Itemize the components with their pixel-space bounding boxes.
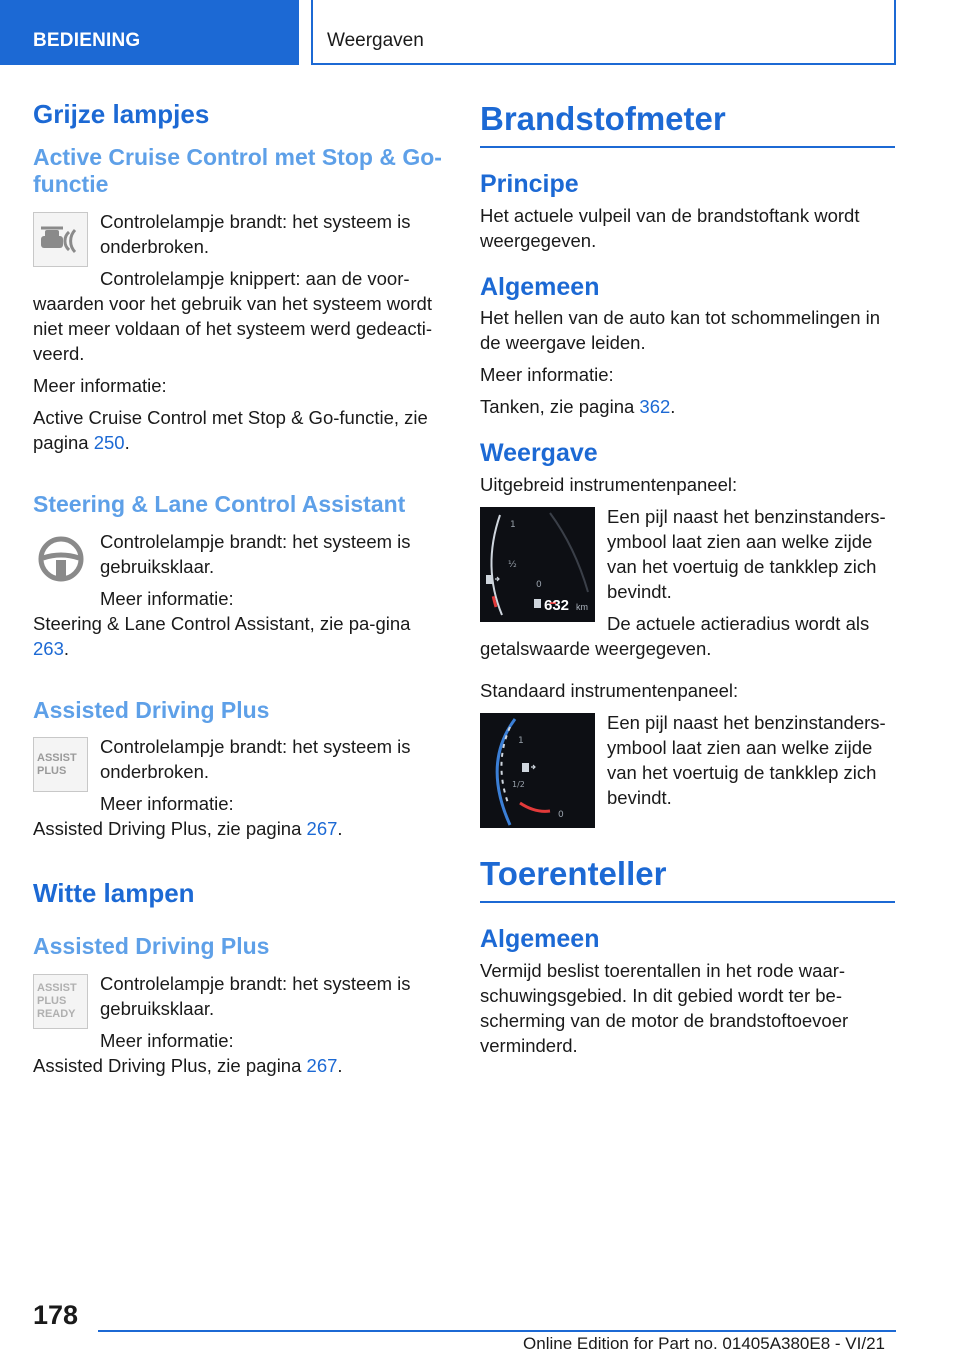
- svg-text:½: ½: [508, 560, 517, 571]
- acc-more-info: Meer informatie:: [33, 375, 167, 397]
- header-section-label: BEDIENING: [33, 30, 141, 51]
- range-unit: km: [576, 602, 588, 613]
- slca-page-link[interactable]: 263: [33, 637, 64, 659]
- acc-text-3: waarden voor het gebruik van het systeem wordt niet meer voldaan of het systeem werd gedeacti-veerd.: [33, 293, 432, 365]
- assist-plus-ready-icon-line-2: PLUS: [37, 994, 67, 1007]
- footer-divider: [98, 1330, 896, 1332]
- adp-indicator-block: [33, 734, 445, 816]
- acc-indicator-icon: [33, 212, 88, 267]
- svg-text:1: 1: [510, 520, 516, 531]
- fuel-more-info: Meer informatie:: [480, 364, 614, 386]
- acc-page-link[interactable]: 250: [93, 432, 125, 454]
- assist-plus-icon: [33, 737, 88, 792]
- left-column: [33, 100, 445, 1078]
- header-topic-label: Weergaven: [327, 30, 424, 51]
- white-lamps-heading: Witte lampen: [33, 878, 195, 909]
- slca-indicator-icon: [33, 532, 88, 587]
- fuel-page-link[interactable]: 362: [639, 396, 671, 418]
- slca-reference-text: Steering & Lane Control Assistant, zie pa-gina: [33, 612, 411, 634]
- standard-panel-label: Standaard instrumentenpaneel:: [480, 680, 739, 702]
- grey-lamps-heading: Grijze lampjes: [33, 99, 210, 129]
- adp2-indicator-block: [33, 971, 445, 1053]
- assist-plus-ready-icon: [33, 974, 88, 1029]
- fuel-reference-text: Tanken, zie pagina: [480, 396, 640, 418]
- standard-fuel-gauge-graphic: [480, 713, 595, 828]
- right-column: [480, 100, 895, 1058]
- steering-wheel-icon: [36, 534, 86, 584]
- acc-reference-text: Active Cruise Control met Stop & Go-functie, zie pagina: [33, 407, 428, 454]
- adp-text-1: Controlelampje brandt: het systeem is onderbroken.: [100, 736, 411, 783]
- slca-reference: Steering & Lane Control Assistant, zie pa-gina 263.: [33, 612, 411, 659]
- svg-text:0: 0: [558, 810, 564, 821]
- assist-plus-icon-line-1: ASSIST: [37, 751, 77, 764]
- fuel-reference: Tanken, zie pagina 362.: [480, 396, 676, 418]
- svg-text:1/2: 1/2: [512, 780, 525, 790]
- acc-reference: Active Cruise Control met Stop & Go-functie, zie pagina 250.: [33, 407, 428, 454]
- rpm-algemeen-text: Vermijd beslist toerentallen in het rode waar-schuwingsgebied. In dit gebied wordt ter be-scherming van de motor de brandstoftoevoer verminderd.: [480, 959, 849, 1056]
- adp2-text-1: Controlelampje brandt: het systeem is gebruiksklaar.: [100, 972, 411, 1019]
- adp2-reference: Assisted Driving Plus, zie pagina 267.: [33, 1054, 343, 1076]
- extended-panel-block: [480, 504, 895, 636]
- svg-text:1: 1: [518, 736, 524, 747]
- car-radar-icon: [39, 224, 83, 256]
- standard-panel-text-1: Een pijl naast het benzinstanders-ymbool laat zien aan welke zijde van het voertuig de tankklep zich bevindt.: [607, 712, 886, 809]
- adp2-more-info: Meer informatie:: [100, 1029, 234, 1051]
- rpm-algemeen-heading: Algemeen: [480, 925, 600, 954]
- adp-page-link[interactable]: 267: [306, 818, 338, 840]
- adp-heading: Assisted Driving Plus: [33, 696, 270, 723]
- header-topic-tab: [311, 0, 896, 65]
- fuel-algemeen-text: Het hellen van de auto kan tot schommelingen in de weergave leiden.: [480, 307, 881, 354]
- svg-text:0: 0: [536, 580, 542, 591]
- acc-text-2: Controlelampje knippert: aan de voor-: [100, 268, 410, 290]
- slca-indicator-block: [33, 529, 445, 611]
- adp2-page-link[interactable]: 267: [306, 1054, 338, 1076]
- assist-plus-icon-line-2: PLUS: [37, 764, 67, 777]
- slca-heading: Steering & Lane Control Assistant: [33, 491, 406, 518]
- adp-more-info: Meer informatie:: [100, 793, 234, 815]
- extended-panel-label: Uitgebreid instrumentenpaneel:: [480, 474, 738, 496]
- header-section-tab: [0, 0, 299, 65]
- acc-heading: Active Cruise Control met Stop & Go-functie: [33, 143, 442, 198]
- assist-plus-ready-icon-line-3: READY: [37, 1007, 76, 1020]
- principe-heading: Principe: [480, 169, 579, 198]
- extended-fuel-gauge-image: [480, 507, 595, 622]
- slca-more-info: Meer informatie:: [100, 587, 234, 609]
- standard-fuel-gauge-image: [480, 713, 595, 828]
- rpm-heading: Toerenteller: [480, 855, 895, 903]
- adp-reference-text: Assisted Driving Plus, zie pagina: [33, 818, 307, 840]
- acc-text-1: Controlelampje brandt: het systeem is onderbroken.: [100, 211, 411, 258]
- principe-text: Het actuele vulpeil van de brandstoftank wordt weergegeven.: [480, 204, 860, 251]
- assist-plus-ready-icon-line-1: ASSIST: [37, 981, 77, 994]
- extended-panel-text-1: Een pijl naast het benzinstanders-ymbool laat zien aan welke zijde van het voertuig de tankklep zich bevindt.: [607, 506, 886, 603]
- slca-text-1: Controlelampje brandt: het systeem is gebruiksklaar.: [100, 530, 411, 577]
- adp2-reference-text: Assisted Driving Plus, zie pagina: [33, 1054, 307, 1076]
- page-number: 178: [33, 1300, 79, 1330]
- extended-panel-text-2: De actuele actieradius wordt als: [607, 613, 870, 635]
- footer-edition: Online Edition for Part no. 01405A380E8 - VI/21: [523, 1334, 885, 1353]
- standard-panel-block: [480, 710, 895, 821]
- range-value: 632: [544, 597, 570, 615]
- fuel-algemeen-heading: Algemeen: [480, 272, 600, 301]
- fuel-gauge-heading: Brandstofmeter: [480, 100, 895, 148]
- acc-indicator-block: [33, 209, 445, 291]
- extended-panel-text-3: getalswaarde weergegeven.: [480, 638, 712, 660]
- weergave-heading: Weergave: [480, 439, 598, 468]
- adp2-heading: Assisted Driving Plus: [33, 933, 270, 960]
- adp-reference: Assisted Driving Plus, zie pagina 267.: [33, 818, 343, 840]
